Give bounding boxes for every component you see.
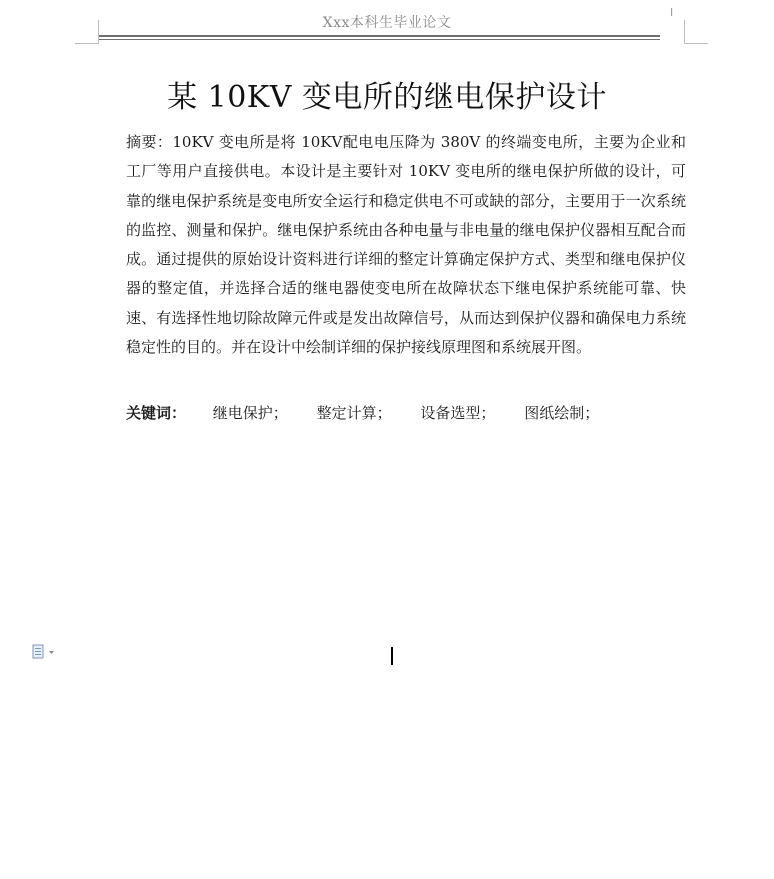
keywords-label: 关键词： xyxy=(126,404,187,422)
keywords-line[interactable] xyxy=(126,402,623,423)
paste-options-icon[interactable] xyxy=(32,644,56,660)
document-title[interactable]: 某 10KV 变电所的继电保护设计 xyxy=(167,80,607,115)
text-insertion-cursor xyxy=(391,647,393,665)
abstract-paragraph[interactable]: 摘要：10KV 变电所是将 10KV配电电压降为 380V 的终端变电所，主要为企业和工厂等用户直接供电。本设计是主要针对 10KV 变电所的继电保护所做的设计，可靠的继电保护系统是变电所安全运行和稳定供电不可或缺的部分，主要用于一次系统的监控、测量和保护。继电保护系统由各种电量与非电量的继电保护仪器相互配合而成。通过提供的原始设计资料进行详细的整定计算确定保护方式、类型和继电保护仪器的整定值，并选择合适的继电器使变电所在故障状态下继电保护系统能可靠、快速、有选择性地切除故障元件或是发出故障信号，从而达到保护仪器和确保电力系统稳定性的目的。并在设计中绘制详细的保护接线原理图和系统展开图。 xyxy=(126,133,686,357)
header-cursor-mark: I xyxy=(670,6,674,19)
keyword-item: 整定计算； xyxy=(316,404,392,422)
keyword-item: 设备选型； xyxy=(420,404,496,422)
corner-mark-top-left xyxy=(75,43,99,44)
header-rule-thin xyxy=(99,39,660,40)
keyword-item: 继电保护； xyxy=(212,404,288,422)
page-header-text[interactable]: Xxx本科生毕业论文 xyxy=(322,15,452,31)
corner-mark-top-right xyxy=(684,43,708,44)
header-rule-thick xyxy=(99,35,660,37)
keyword-item: 图纸绘制； xyxy=(524,404,600,422)
